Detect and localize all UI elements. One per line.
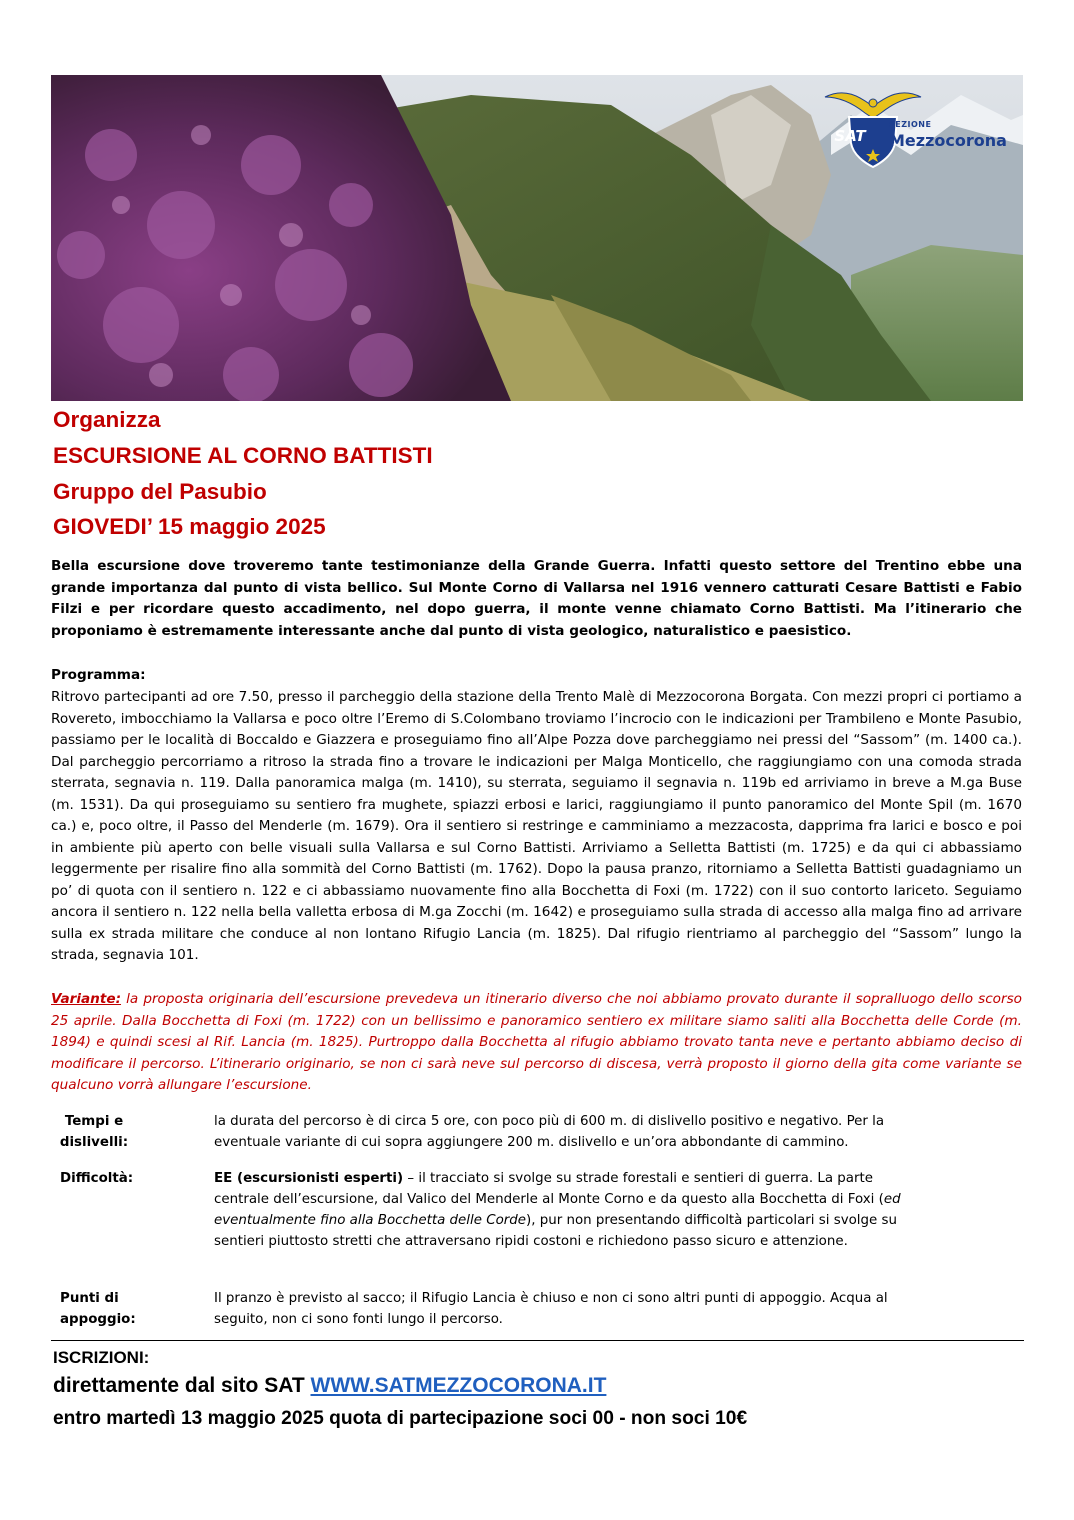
- divider: [51, 1340, 1024, 1341]
- tempi-label-line1: Tempi e: [64, 1114, 124, 1129]
- heading-date: GIOVEDI’ 15 maggio 2025: [53, 514, 326, 539]
- sat-logo: [815, 83, 1015, 169]
- punti-label-line1: Punti di: [60, 1291, 119, 1306]
- iscrizioni-line1: [53, 1374, 606, 1398]
- punti-label-line2: appoggio:: [60, 1312, 136, 1327]
- heading-group: Gruppo del Pasubio: [53, 479, 267, 504]
- logo-name-text: Mezzocorona: [889, 131, 1007, 150]
- difficolta-text-part1: – il tracciato si svolge su strade forestali e sentieri di guerra. La parte centrale dell’escursione, dal Valico del Menderle al Monte Corno e da questo alla Bocchetta di Foxi (: [214, 1171, 884, 1207]
- programma-text: Ritrovo partecipanti ad ore 7.50, presso il parcheggio della stazione della Trento Malè di Mezzocorona Borgata. Con mezzi propri ci portiamo a Rovereto, imbocchiamo la Vallarsa e poco oltre l’Eremo di S.Colombano troviamo l’incrocio con le indicazioni per Trambileno e Monte Pasubio, passiamo per le località di Boccaldo e Giazzera e proseguiamo fino all’Alpe Pozza dove parcheggiamo nei pressi del “Sassom” (m. 1400 ca.). Dal parcheggio percorriamo a ritroso la strada fino a trovare le indicazioni per Malga Monticello, che raggiungiamo con una comoda strada sterrata, segnavia n. 119. Dalla panoramica malga (m. 1410), su sterrata, seguiamo il segnavia n. 119b ed arriviamo in breve a M.ga Buse (m. 1531). Da qui proseguiamo su sentiero fra mughete, spiazzi erbosi e larici, raggiungiamo il punto panoramico del Monte Spil (m. 1670 ca.) e, poco oltre, il Passo del Menderle (m. 1679). Ora il sentiero si restringe e camminiamo a mezzacosta, dapprima fra larici e bosco e poi in ambiente più aperto con belle visuali sulla Vallarsa e sul Corno Battisti. Arriviamo a Selletta Battisti (m. 1725) e da qui ci abbassiamo leggermente per risalire fino alla sommità del Corno Battisti (m. 1762). Dopo la pausa pranzo, ritorniamo a Selletta Battisti guadagniamo un po’ di quota con il sentiero n. 122 e ci abbassiamo nuovamente fino alla Bocchetta di Foxi (m. 1722) con il suo contorto lariceto. Seguiamo ancora il sentiero n. 122 nella bella valletta erbosa di M.ga Zocchi (m. 1642) e proseguiamo sulla strada di accesso alla malga fino ad arrivare sulla ex strada militare che conduce al non lontano Rifugio Lancia (m. 1825). Dal rifugio rientriamo al parcheggio del “Sassom” lungo la strada, segnavia 101.: [51, 689, 1022, 963]
- punti-text: Il pranzo è previsto al sacco; il Rifugio Lancia è chiuso e non ci sono altri punti di appoggio. Acqua al seguito, non ci sono fonti lungo il percorso.: [214, 1291, 888, 1327]
- logo-sezione-text: SEZIONE: [889, 120, 932, 129]
- heading-organizza: Organizza: [53, 407, 161, 432]
- tempi-label: [58, 1111, 130, 1153]
- intro-paragraph: Bella escursione dove troveremo tante testimonianze della Grande Guerra. Infatti questo settore del Trentino ebbe una grande importanza dal punto di vista bellico. Sul Monte Corno di Vallarsa nel 1916 vennero catturati Cesare Battisti e Fabio Filzi e per ricordare questo accadimento, nel dopo guerra, il monte venne chiamato Corno Battisti. Ma l’itinerario che proponiamo è estremamente interessante anche dal punto di vista geologico, naturalistico e paesistico.: [51, 558, 1022, 639]
- variante-paragraph: [51, 989, 1022, 1097]
- hero-photo: [51, 75, 1023, 401]
- logo-sat-text: SAT: [834, 127, 866, 145]
- iscrizioni-line1-text: direttamente dal sito SAT: [53, 1374, 311, 1397]
- tempi-text: la durata del percorso è di circa 5 ore, con poco più di 600 m. di dislivello positivo e negativo. Per la eventuale variante di cui sopra aggiungere 200 m. dislivello e un’ora abbondante di cammino.: [214, 1114, 885, 1150]
- difficolta-text-part2: ), pur non presentando difficoltà particolari si svolge su sentieri piuttosto stretti che attraversano ripidi costoni e richiedono passo sicuro e attenzione.: [214, 1213, 897, 1249]
- difficolta-label: Difficoltà:: [60, 1171, 134, 1186]
- difficolta-text-italic: ed eventualmente fino alla Bocchetta delle Corde: [214, 1192, 901, 1228]
- punti-label: [56, 1288, 146, 1330]
- page-title: ESCURSIONE AL CORNO BATTISTI: [53, 443, 433, 468]
- variante-label: Variante:: [51, 991, 122, 1007]
- tempi-label-line2: dislivelli:: [59, 1135, 129, 1150]
- programma-label: Programma:: [51, 667, 146, 683]
- website-link[interactable]: WWW.SATMEZZOCORONA.IT: [310, 1374, 607, 1397]
- difficolta-level: EE (escursionisti esperti): [214, 1171, 404, 1186]
- iscrizioni-label: ISCRIZIONI:: [53, 1348, 150, 1367]
- variante-text: la proposta originaria dell’escursione prevedeva un itinerario diverso che noi abbiamo provato durante il sopralluogo dello scorso 25 aprile. Dalla Bocchetta di Foxi (m. 1722) con un bellissimo e panoramico sentiero ex militare siamo saliti alla Bocchetta delle Corde (m. 1894) e quindi scesi al Rif. Lancia (m. 1825). Purtroppo dalla Bocchetta al rifugio abbiamo trovato tanta neve e pertanto abbiamo deciso di modificare il percorso. L’itinerario originario, se non ci sarà neve sul percorso di discesa, verrà proposto il giorno della gita come variante se qualcuno vorrà allungare l’escursione.: [51, 991, 1022, 1093]
- iscrizioni-line2: entro martedì 13 maggio 2025 quota di partecipazione soci 00 - non soci 10€: [53, 1408, 748, 1429]
- difficolta-text: [214, 1168, 914, 1252]
